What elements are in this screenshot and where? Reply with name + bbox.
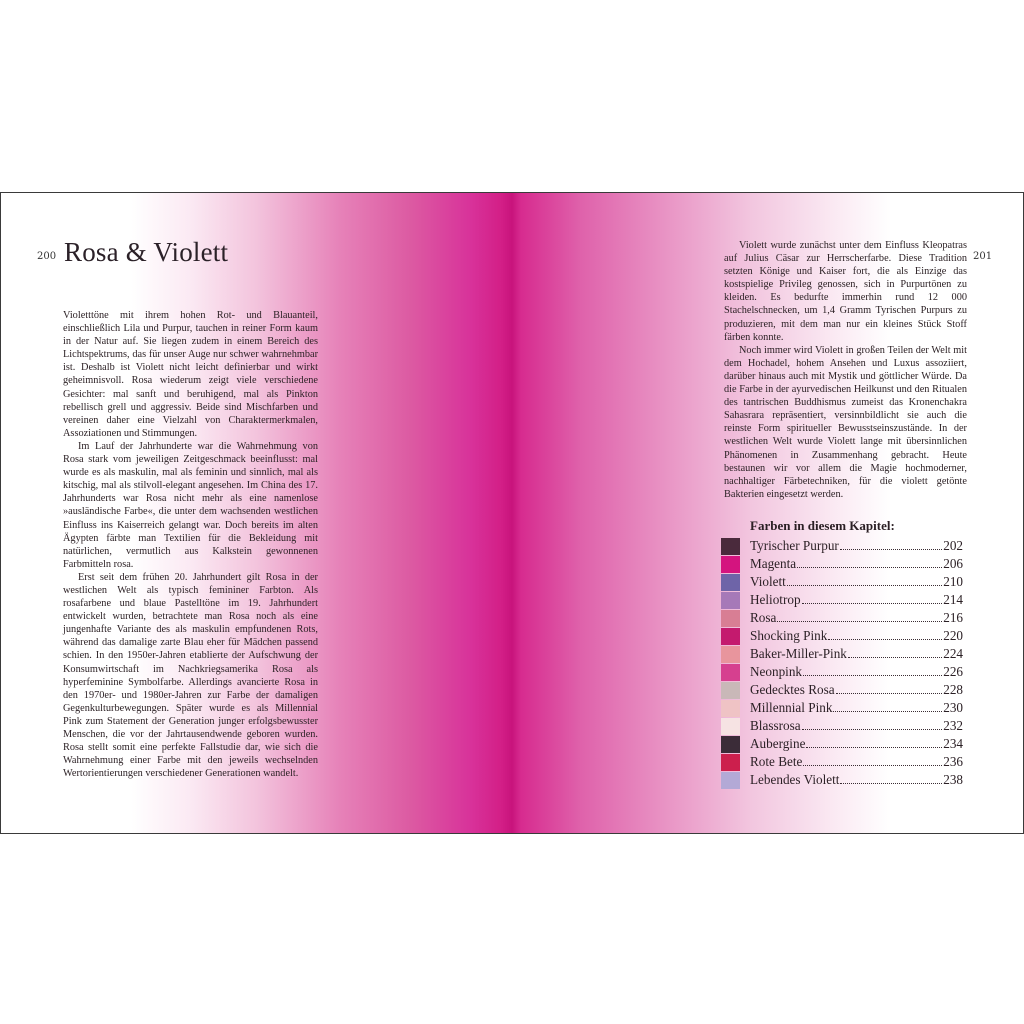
color-name: Rosa: [750, 610, 777, 625]
color-page-number: 202: [943, 538, 963, 553]
color-list-item: [721, 591, 963, 609]
color-list-item: [721, 771, 963, 789]
color-swatch: [721, 592, 740, 609]
body-paragraph: Violetttöne mit ihrem hohen Rot- und Blauanteil, einschließlich Lila und Purpur, tauchen in reiner Form kaum in der Natur auf. Sie liegen zudem in einem Bereich des Lichtspektrums, das für unser Auge nur schwer wahrnehmbar ist. Deshalb ist Violett nicht leicht definierbar und wirkt geheimnisvoll. Rosa wiederum zeigt viele verschiedene Gesichter: mal sanft und beruhigend, mal als Pinkton rebellisch grell und aggressiv. Beide sind Mischfarben und vereinen daher eine Vielzahl von Charaktermerkmalen, Assoziationen und Stimmungen.: [63, 310, 318, 439]
color-list-item: [721, 663, 963, 681]
color-page-number: 216: [943, 610, 963, 625]
color-page-number: 232: [943, 718, 963, 733]
color-swatch: [721, 700, 740, 717]
color-name: Tyrischer Purpur: [750, 538, 839, 553]
dot-leader: [806, 747, 942, 748]
page-number-left: 200: [37, 251, 57, 262]
page-number-right: 201: [973, 251, 993, 262]
body-paragraph: Violett wurde zunächst unter dem Einfluss Kleopatras auf Julius Cäsar zur Herrscherfarbe. Diese Tradition setzten Könige und Kaiser fort, die als Einzige das kostspielige Privileg genossen, sich in Purpurtönen zu kleiden. Es bedurfte immerhin rund 12 000 Stachelschnecken, um 1,4 Gramm Tyrischen Purpurs zu produzieren, mit dem man nur ein kleines Stück Stoff färben konnte.: [724, 240, 967, 343]
color-name: Neonpink: [750, 664, 803, 679]
color-page-number: 238: [943, 772, 963, 787]
color-name: Shocking Pink: [750, 628, 828, 643]
color-list-item: [721, 735, 963, 753]
color-name: Aubergine: [750, 736, 806, 751]
color-list-item: [721, 555, 963, 573]
color-page-number: 214: [943, 592, 963, 607]
colors-list-heading: Farben in diesem Kapitel:: [750, 518, 895, 533]
color-swatch: [721, 646, 740, 663]
color-list-item: [721, 537, 963, 555]
color-swatch: [721, 538, 740, 555]
right-text-column: [724, 239, 967, 501]
dot-leader: [803, 765, 942, 766]
dot-leader: [840, 783, 942, 784]
chapter-title: Rosa & Violett: [64, 237, 229, 267]
color-list-item: [721, 609, 963, 627]
color-name: Gedecktes Rosa: [750, 682, 835, 697]
color-list-item: [721, 717, 963, 735]
dot-leader: [787, 585, 942, 586]
color-name: Baker-Miller-Pink: [750, 646, 847, 661]
dot-leader: [833, 711, 942, 712]
color-swatch: [721, 556, 740, 573]
dot-leader: [840, 549, 942, 550]
color-page-number: 206: [943, 556, 963, 571]
color-page-number: 236: [943, 754, 963, 769]
body-paragraph: Noch immer wird Violett in großen Teilen der Welt mit dem Hochadel, hohem Ansehen und Luxus assoziiert, darüber hinaus auch mit Mystik und göttlicher Würde. Da die Farbe in der ayurvedischen Heilkunst und den Ritualen des tantrischen Buddhismus zumeist das Kronenchakra Sahasrara repräsentiert, versinnbildlicht sie auch die reinste Form spiritueller Bewusstseinszustände. In der westlichen Welt wurde Violett lange mit übersinnlichen Phänomenen in Zusammenhang gebracht. Heute bestaunen wir vor allem die Magie hochmoderner, nachhaltiger Färbetechniken, für die violett getönte Bakterien eingesetzt werden.: [724, 344, 967, 500]
dot-leader: [828, 639, 942, 640]
body-paragraph: Erst seit dem frühen 20. Jahrhundert gilt Rosa in der westlichen Welt als typisch femininer Farbton. Als rosafarbene und blaue Pastelltöne im 19. Jahrhundert entwickelt wurden, betrachtete man Rosa noch als eine jungenhafte Variante des als maskulin empfundenen Rots, während das damalige zarte Blau eher für Mädchen passend schien. In den 1950er-Jahren etablierte der Aufschwung der Konsumwirtschaft im Nachkriegsamerika Rosa als hyperfeminine Symbolfarbe. Allerdings avancierte Rosa in den 1970er- und 1980er-Jahren zur Farbe der damaligen Gegenkulturbewegungen. Später wurde es als Millennial Pink zum Statement der Generation junger erfolgsbewusster Menschen, die vor der Jahrtausendwende geboren wurden. Rosa stellt somit eine perfekte Fallstudie dar, wie sich die Wahrnehmung einer Farbe mit den jeweils wechselnden Wertorientierungen verschiedener Generationen wandelt.: [63, 571, 318, 780]
chapter-colors-list: [721, 518, 963, 789]
color-name: Rote Bete: [750, 754, 803, 769]
dot-leader: [777, 621, 942, 622]
dot-leader: [803, 675, 942, 676]
color-page-number: 230: [943, 700, 963, 715]
color-name: Millennial Pink: [750, 700, 833, 715]
dot-leader: [797, 567, 942, 568]
dot-leader: [848, 657, 942, 658]
color-swatch: [721, 574, 740, 591]
color-name: Blassrosa: [750, 718, 801, 733]
dot-leader: [836, 693, 943, 694]
color-page-number: 234: [943, 736, 963, 751]
color-swatch: [721, 682, 740, 699]
dot-leader: [802, 729, 943, 730]
color-list-item: [721, 681, 963, 699]
color-swatch: [721, 718, 740, 735]
color-page-number: 220: [943, 628, 963, 643]
color-list-item: [721, 573, 963, 591]
color-list-item: [721, 645, 963, 663]
color-list-item: [721, 753, 963, 771]
color-swatch: [721, 664, 740, 681]
left-text-column: [63, 309, 318, 780]
color-swatch: [721, 610, 740, 627]
body-paragraph: Im Lauf der Jahrhunderte war die Wahrnehmung von Rosa stark vom jeweiligen Zeitgeschmack beeinflusst: mal wurde es als maskulin, mal als feminin und sinnlich, mal als kitschig, mal als stilvoll-elegant angesehen. Im China des 17. Jahrhunderts war Rosa nicht mehr als eine namenlose »ausländische Farbe«, die unter dem wachsenden westlichen Einfluss ins Kaiserreich gelangt war. Doch bereits im alten Ägypten färbte man Textilien für die Bekleidung mit natürlichen, vermutlich aus Kalkstein gewonnenen Farbmitteln rosa.: [63, 440, 318, 570]
book-spread: [0, 192, 1024, 834]
color-name: Violett: [750, 574, 786, 589]
dot-leader: [802, 603, 943, 604]
color-page-number: 210: [943, 574, 963, 589]
color-name: Magenta: [750, 556, 797, 571]
color-name: Lebendes Violett: [750, 772, 840, 787]
color-page-number: 228: [943, 682, 963, 697]
color-swatch: [721, 628, 740, 645]
color-page-number: 224: [943, 646, 963, 661]
color-list-item: [721, 627, 963, 645]
color-name: Heliotrop: [750, 592, 801, 607]
color-swatch: [721, 754, 740, 771]
color-swatch: [721, 736, 740, 753]
color-list-item: [721, 699, 963, 717]
color-swatch: [721, 772, 740, 789]
colors-list-items: [721, 537, 963, 789]
color-page-number: 226: [943, 664, 963, 679]
